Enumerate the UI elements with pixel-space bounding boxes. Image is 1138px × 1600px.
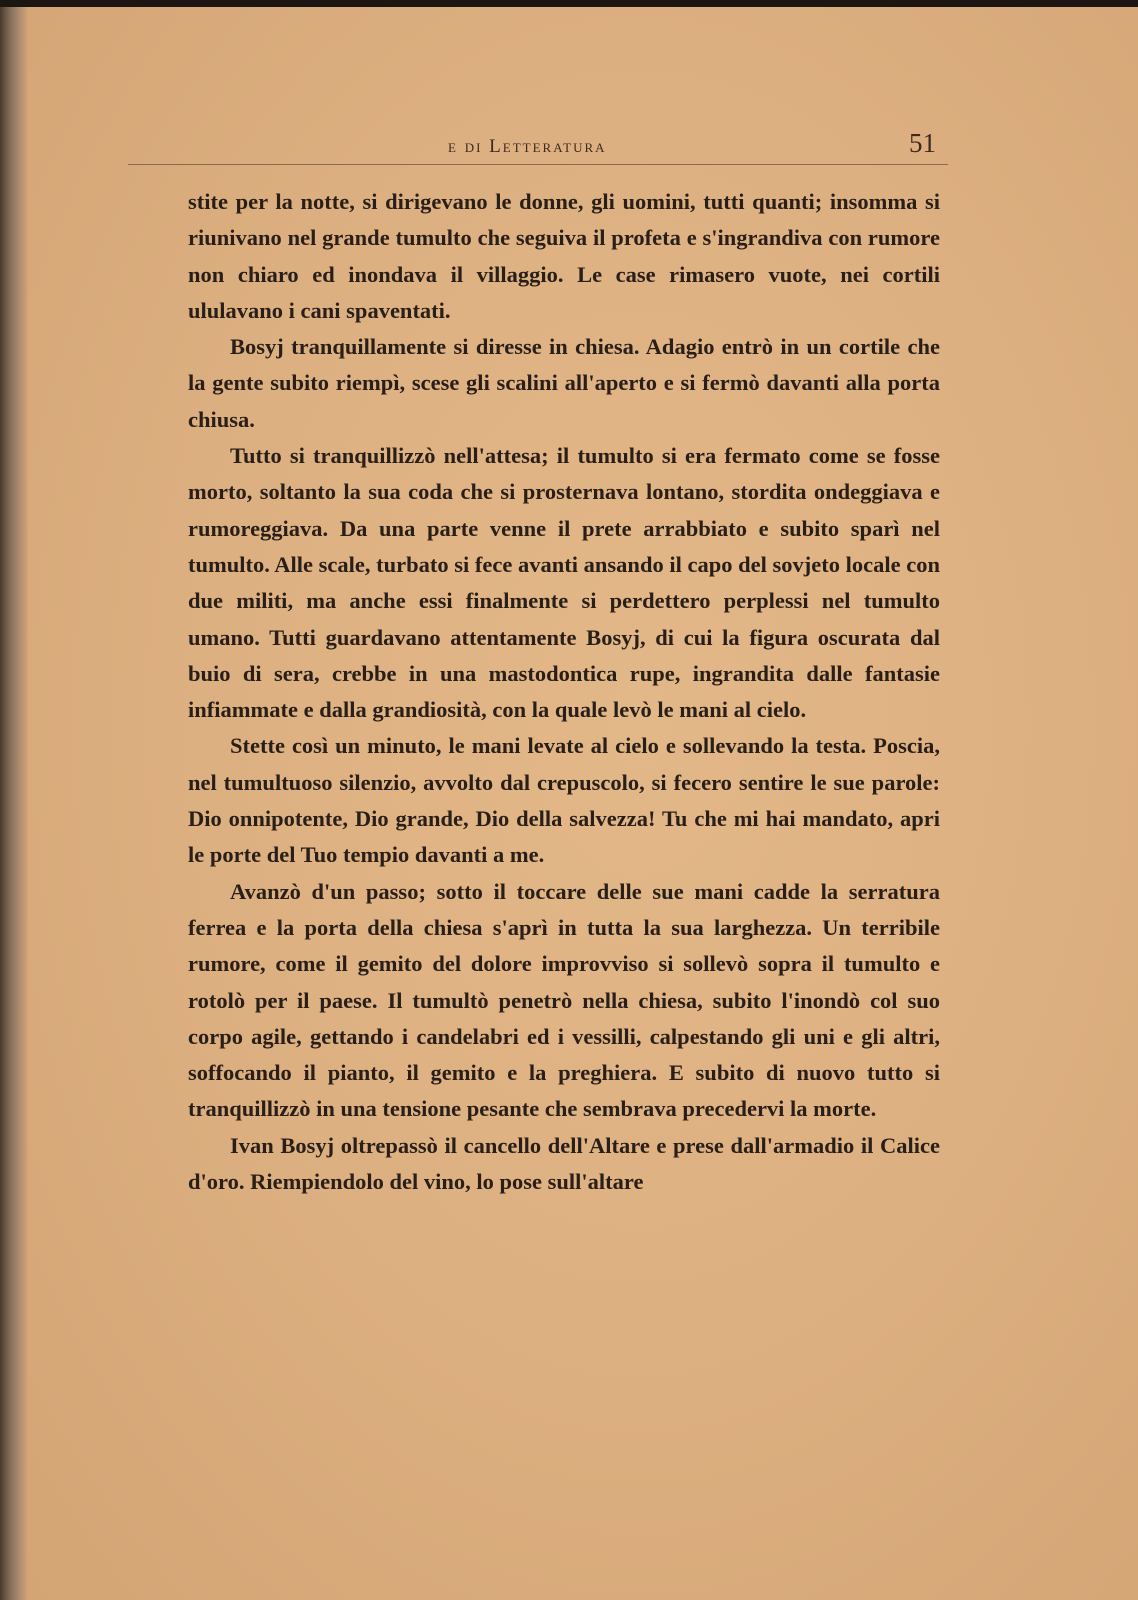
paragraph-4: Stette così un minuto, le mani levate al cielo e sollevando la testa. Poscia, nel tumultuoso silenzio, avvolto dal crepuscolo, si fecero sentire le sue parole: Dio onnipotente, Dio grande, Dio della salvezza! Tu che mi hai mandato, apri le porte del Tuo tempio davanti a me. bbox=[188, 733, 940, 868]
page-number: 51 bbox=[909, 128, 936, 158]
paragraph-2: Bosyj tranquillamente si diresse in chiesa. Adagio entrò in un cortile che la gente subito riempì, scese gli scalini all'aperto e si fermò davanti alla porta chiusa. bbox=[188, 334, 940, 432]
running-title bbox=[448, 136, 607, 158]
book-page bbox=[28, 7, 1138, 1600]
running-head bbox=[128, 124, 948, 165]
scan-top-edge bbox=[0, 0, 1138, 7]
paragraph-6: Ivan Bosyj oltrepassò il cancello dell'Altare e prese dall'armadio il Calice d'oro. Riempiendolo del vino, lo pose sull'altare bbox=[188, 1132, 940, 1195]
running-title-main: Letteratura bbox=[489, 136, 607, 157]
paragraph-1: stite per la notte, si dirigevano le donne, gli uomini, tutti quanti; insomma si riunivano nel grande tumulto che seguiva il profeta e s'ingrandiva con rumore non chiaro ed inondava il villaggio. Le case rimasero vuote, nei cortili ululavano i cani spaventati. bbox=[188, 189, 940, 323]
paragraph-3: Tutto si tranquillizzò nell'attesa; il tumulto si era fermato come se fosse morto, soltanto la sua coda che si prosternava lontano, stordita ondeggiava e rumoreggiava. Da una parte venne il prete arrabbiato e subito sparì nel tumulto. Alle scale, turbato si fece avanti ansando il capo del sovjeto locale con due militi, ma anche essi finalmente si perdettero perplessi nel tumulto umano. Tutti guardavano attentamente Bosyj, di cui la figura oscurata dal buio di sera, crebbe in una mastodontica rupe, ingrandita dalle fantasie infiammate e dalla grandiosità, con la quale levò le mani al cielo. bbox=[188, 443, 940, 723]
running-title-prefix: e di bbox=[448, 136, 490, 157]
body-text bbox=[188, 184, 940, 1200]
paragraph-5: Avanzò d'un passo; sotto il toccare delle sue mani cadde la serratura ferrea e la porta della chiesa s'aprì in tutta la sua larghezza. Un terribile rumore, come il gemito del dolore improvviso si sollevò sopra il tumulto e rotolò per il paese. Il tumultò penetrò nella chiesa, subito l'inondò col suo corpo agile, gettando i candelabri ed i vessilli, calpestando gli uni e gli altri, soffocando il pianto, il gemito e la preghiera. E subito di nuovo tutto si tranquillizzò in una tensione pesante che sembrava precedervi la morte. bbox=[188, 878, 940, 1122]
book-binding-shadow bbox=[0, 7, 28, 1600]
